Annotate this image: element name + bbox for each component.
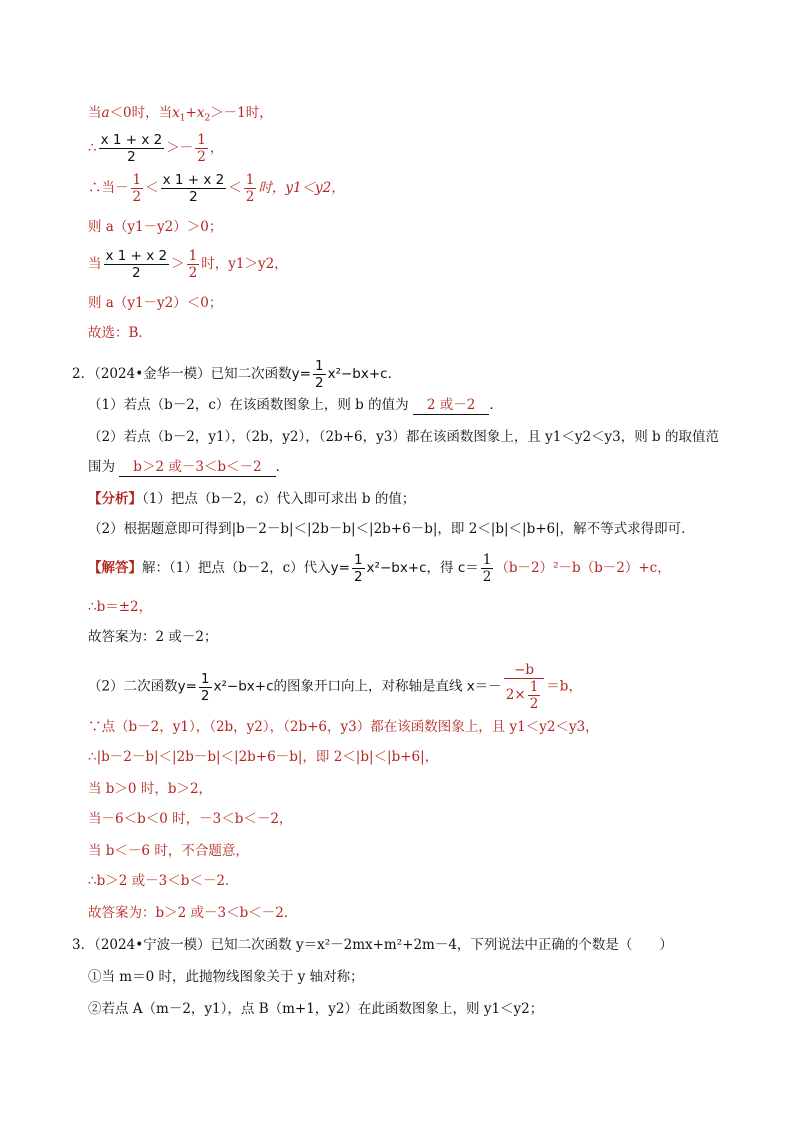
question-2-part-2-cont [88, 458, 289, 477]
solution-line [88, 842, 249, 860]
numerator: x 1 + x 2 [105, 248, 168, 264]
text: ∴当－ [88, 180, 129, 196]
numerator: x 1 + x 2 [162, 172, 225, 188]
denominator: 2 [245, 189, 255, 205]
solution-line [88, 748, 438, 766]
option-2 [88, 1000, 543, 1018]
text-line [88, 132, 223, 165]
solution-tag: 【解答】 [88, 560, 142, 576]
option-1 [88, 968, 364, 986]
analysis-tag: 【分析】 [88, 491, 142, 507]
text: 围为 [88, 459, 115, 475]
text: 2 [204, 113, 211, 124]
text: ∴b＞2 或－3＜b＜－2． [88, 873, 239, 889]
numerator: 1 [188, 248, 198, 264]
solution-line [88, 810, 292, 828]
solution-line [88, 718, 599, 736]
text: 2．（2024•金华一模）已知二次函数 [72, 366, 292, 382]
numerator: 1 [200, 670, 210, 687]
question-2-part-2 [88, 428, 719, 446]
fraction [99, 132, 165, 165]
text: ②若点 A（m－2，y1），点 B（m+1，y2）在此函数图象上，则 y1＜y2； [88, 1001, 544, 1017]
text: 时，y1＞y2， [201, 256, 288, 272]
denominator: 2 [132, 265, 141, 281]
text-line [88, 172, 345, 205]
text: + [185, 105, 197, 121]
text-line [88, 248, 288, 281]
fraction [199, 671, 212, 704]
text: 1 [179, 113, 186, 124]
text: ∵点（b－2，y1），（2b，y2），（2b+6，y3）都在该函数图象上，且 y1＜y2＜y3， [88, 719, 599, 735]
text: 3．（2024•宁波一模）已知二次函数 y＝x²－2mx+m²+2m－4，下列说法中正确的个数是（ ） [72, 937, 673, 953]
denominator: 2 [132, 189, 142, 205]
solution-line [88, 598, 152, 616]
answer-blank: b＞2 或－3＜b＜－2 [119, 458, 275, 477]
text: ＝b， [546, 678, 582, 695]
text: ＞ [171, 256, 185, 272]
analysis-line [88, 490, 415, 508]
text: ∴b＝±2， [88, 599, 153, 615]
denominator: 2 [189, 189, 198, 205]
fraction [504, 662, 545, 712]
text: 故选：B． [88, 325, 152, 341]
denominator: 2 [200, 687, 210, 704]
text: x²−bx+c，得 c＝ [366, 560, 479, 576]
text: 2× [505, 687, 526, 703]
denominator: 2 [353, 569, 363, 585]
text: ． [489, 397, 503, 413]
numerator: 1 [132, 172, 142, 188]
text: ， [209, 140, 224, 156]
text: ＞－ [166, 140, 194, 156]
text: 则 a（y1－y2）＞0； [88, 219, 223, 235]
analysis-line [88, 520, 695, 538]
text: 故答案为：b＞2 或－3＜b＜－2． [88, 905, 298, 921]
text: ＜ [145, 180, 159, 196]
text: y= [291, 366, 311, 382]
text: ＜ [228, 180, 242, 196]
fraction [481, 552, 494, 585]
question-2-heading [72, 358, 401, 391]
solution-line [88, 780, 212, 798]
numerator: 1 [482, 552, 492, 568]
solution-line [88, 904, 297, 922]
fraction [528, 679, 541, 712]
numerator: 1 [245, 172, 255, 188]
text: a [101, 105, 110, 121]
numerator: x 1 + x 2 [100, 132, 163, 148]
text: 故答案为：2 或－2； [88, 629, 218, 645]
text: （2）二次函数 [88, 678, 178, 695]
denominator: 2 [188, 265, 198, 281]
solution-line [88, 552, 671, 585]
numerator: 1 [529, 679, 539, 695]
text: ∴|b－2－b|＜|2b－b|＜|2b+6－b|，即 2＜|b|＜|b+6|， [88, 749, 439, 765]
text-line [88, 324, 152, 342]
text: （b－2）²－b（b－2）+c， [495, 560, 671, 576]
text: y= [330, 560, 350, 576]
fraction [187, 248, 200, 281]
fraction [104, 248, 170, 281]
denominator: 2 [482, 569, 492, 585]
text: 时，y1＜y2， [258, 180, 345, 196]
text: 则 a（y1－y2）＜0； [88, 295, 223, 311]
text: x²−bx+c的图象开口向上，对称轴是直线 x＝－ [213, 678, 502, 695]
fraction [352, 552, 365, 585]
text: ＜0时，当 [109, 105, 173, 121]
text: 当 b＞0 时，b＞2， [88, 781, 213, 797]
text: （2）根据题意即可得到|b－2－b|＜|2b－b|＜|2b+6－b|，即 2＜|b|＜|b+6|，解不等式求得即可． [88, 521, 695, 537]
text: （1）把点（b－2，c）代入即可求出 b 的值； [142, 491, 416, 507]
text: x [196, 105, 205, 121]
therefore-symbol: ∴ [88, 140, 97, 156]
fraction [161, 172, 227, 205]
fraction [131, 172, 144, 205]
text-line [88, 218, 222, 236]
text: 当 b＜－6 时，不合题意， [88, 843, 249, 859]
text-line [88, 294, 222, 312]
denominator: 2 [529, 696, 539, 712]
text: （1）若点（b－2，c）在该函数图象上，则 b 的值为 [88, 397, 409, 413]
question-3-heading [72, 936, 673, 954]
text: ． [275, 459, 290, 475]
text: 当－6＜b＜0 时，－3＜b＜－2， [88, 811, 293, 827]
fraction [244, 172, 257, 205]
numerator: 1 [353, 552, 363, 568]
fraction [195, 132, 208, 165]
text: （2）若点（b－2，y1），（2b，y2），（2b+6，y3）都在该函数图象上，且 y1＜y2＜y3，则 b 的取值范 [88, 429, 719, 445]
numerator: 1 [314, 358, 324, 374]
text: x²−bx+c． [327, 366, 402, 382]
text: 当 [88, 256, 102, 272]
denominator: 2 [127, 149, 136, 165]
text: x [172, 105, 180, 121]
text-line [88, 104, 273, 122]
text: 解：（1）把点（b－2，c）代入 [142, 560, 331, 576]
text: ＞－1时， [210, 105, 273, 121]
solution-line [88, 872, 238, 890]
numerator: 1 [197, 132, 206, 148]
text: y= [177, 678, 197, 695]
text: 当 [88, 105, 102, 121]
text: ①当 m＝0 时，此抛物线图象关于 y 轴对称； [88, 969, 364, 985]
solution-line [88, 628, 217, 646]
numerator: −b [504, 662, 545, 679]
denominator: 2 [314, 375, 324, 391]
answer-blank: 2 或－2 [413, 396, 489, 415]
solution-line [88, 662, 582, 712]
denominator: 2 [197, 149, 206, 165]
fraction [313, 358, 326, 391]
question-2-part-1 [88, 396, 503, 415]
